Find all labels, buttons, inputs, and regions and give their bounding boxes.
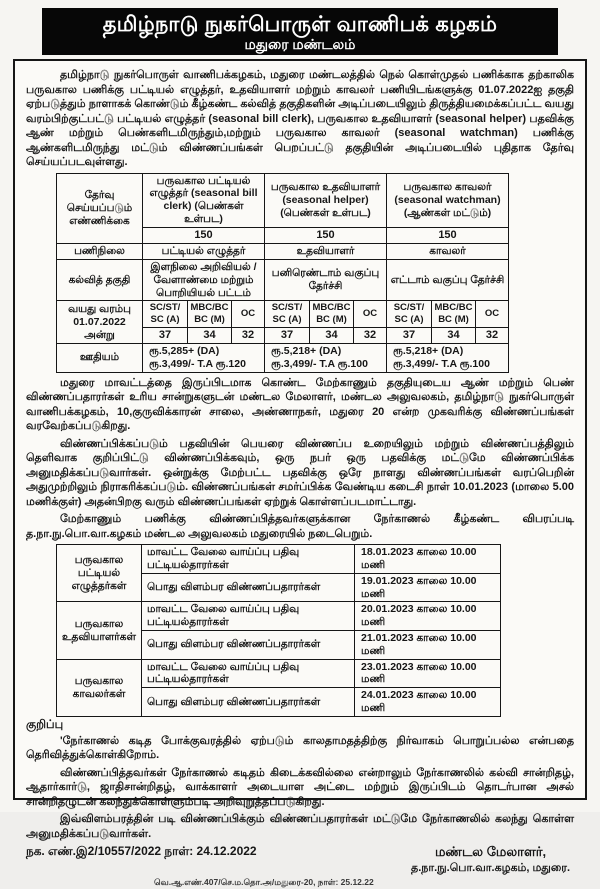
age-category-header: SC/ST/ SC (A) [143, 301, 188, 327]
row-label-qualification: கல்வித் தகுதி [57, 260, 143, 301]
applicant-type: பொது விளம்பர விண்ணப்பதாரர்கள் [142, 631, 355, 660]
applicant-type: மாவட்ட வேலை வாய்ப்பு பதிவு பட்டியல்தாரர்கள் [142, 602, 355, 631]
table-row [57, 173, 509, 227]
signatory-organization: த.நா.நு.பொ.வா.கழகம், மதுரை. [411, 862, 570, 875]
address-paragraph: மதுரை மாவட்டத்தை இருப்பிடமாக கொண்ட மேற்காணும் தகுதியுடைய ஆண் மற்றும் பெண் விண்ணப்பதாரர்கள் உரிய சான்றுகளுடன் மண்டல மேலாளர், மண்டல அலுவலகம், தமிழ்நாடு நுகர்பொருள் வாணிபக்கழகம், 10,குருவிக்காரன் சாலை, அண்ணாநகர், மதுரை 20 என்ற முகவரிக்கு விண்ணப்பங்கள் வரவேற்கப்படுகிறது. [26, 376, 574, 433]
age-category-header: MBC/BC BC (M) [432, 301, 476, 327]
age-value: 34 [432, 327, 476, 343]
position-bill-clerk: பட்டியல் எழுத்தர் [143, 244, 265, 260]
qualification-watchman: எட்டாம் வகுப்பு தேர்ச்சி [387, 260, 509, 301]
printer-line: வெ.ஆ.எண்.407/செ.ம.தொ.அ/மதுரை-20, நாள்: 25.12.22 [154, 877, 374, 888]
age-category-header: MBC/BC BC (M) [310, 301, 354, 327]
title-banner [42, 8, 558, 55]
row-label-salary: ஊதியம் [57, 343, 143, 372]
age-value: 37 [265, 327, 310, 343]
interview-datetime: 23.01.2023 காலை 10.00 மணி [355, 659, 501, 688]
age-category-header: SC/ST/ SC (A) [387, 301, 432, 327]
interview-datetime: 18.01.2023 காலை 10.00 மணி [355, 545, 501, 574]
organization-title: தமிழ்நாடு நுகர்பொருள் வாணிபக் கழகம் [102, 13, 498, 36]
salary-line: ரூ.3,499/- T.A ரூ.120 [149, 357, 246, 370]
age-value: 34 [310, 327, 354, 343]
schedule-group-helpers: பருவகால உதவியாளர்கள் [57, 602, 142, 659]
age-category-header: OC [354, 301, 387, 327]
table-row [57, 260, 509, 301]
signatory-title: மண்டல மேலாளர், [434, 844, 547, 860]
table-row [57, 659, 501, 688]
age-value: 37 [143, 327, 188, 343]
application-rules-paragraph: விண்ணப்பிக்கப்படும் பதவியின் பெயரை விண்ணப்ப உறையிலும் மற்றும் விண்ணப்பத்திலும் தெளிவாக குறிப்பிட்டு விண்ணப்பிக்கவும், ஒரு நபர் ஒரு பதவிக்கு மட்டுமே விண்ணப்பிக்க அனுமதிக்கப்படுவார்கள். ஒன்றுக்கு மேற்பட்ட பதவிக்கு ஒரே நாளது விண்ணப்பங்கள் வரப்பெறின் அதுமுற்றிலும் நிராகரிக்கப்படும். விண்ணப்பங்கள் சமர்ப்பிக்க வேண்டிய கடைசி நாள் 10.01.2023 (மாலை 5.00 மணிக்குள்) அதன்பிறகு வரும் விண்ணப்பங்கள் ஏற்றுக் கொள்ளப்படமாட்டாது. [26, 437, 574, 508]
note-heading: குறிப்பு [26, 718, 64, 731]
table-row [57, 244, 509, 260]
footer [26, 844, 574, 876]
vacancy-table [56, 173, 509, 373]
position-helper: உதவியாளர் [265, 244, 387, 260]
intro-paragraph: தமிழ்நாடு நுகர்பொருள் வாணிபக்கழகம், மதுரை மண்டலத்தில் நெல் கொள்முதல் பணிக்காக தற்காலிக பருவகால பணிக்கு பட்டியல் எழுத்தர், உதவியாளர் மற்றும் காவலர் பணியிடங்களுக்கு 01.07.2022ஐ தகுதி ஏற்படுத்தும் நாளாகக் கொண்டும் கீழ்கண்ட கல்வித் தகுதிகளின் அடிப்படையிலும் திருத்தியமைக்கப்பட்ட வயது வரம்பிற்குட்பட்டு பட்டியல் எழுத்தர் (seasonal bill clerk), பருவகால உதவியாளர் (seasonal helper) பதவிக்கு ஆண் மற்றும் பெண்களிடமிருந்தும்,மற்றும் பருவகால காவலர் (seasonal watchman) பணிக்கு ஆண்களிடமிருந்து மட்டும் விண்ணப்பங்கள் பெறப்பட்டு தகுதியின் அடிப்படையில் புதிதாக தேர்வு செய்யப்படவுள்ளது. [26, 69, 574, 169]
table-row [57, 343, 509, 372]
applicant-type: மாவட்ட வேலை வாய்ப்பு பதிவு பட்டியல்தாரர்கள் [142, 545, 355, 574]
age-value: 37 [387, 327, 432, 343]
interview-schedule-table [56, 544, 501, 717]
table-row [57, 545, 501, 574]
row-label-age-limit: வயது வரம்பு 01.07.2022 அன்று [57, 301, 143, 344]
age-value: 34 [188, 327, 232, 343]
age-value: 32 [476, 327, 509, 343]
row-label-selection-count: தேர்வு செய்யப்படும் எண்ணிக்கை [57, 173, 143, 244]
salary-watchman [387, 343, 509, 372]
salary-line: ரூ.3,499/- T.A ரூ.100 [393, 357, 490, 370]
applicant-type: பொது விளம்பர விண்ணப்பதாரர்கள் [142, 688, 355, 717]
qualification-helper: பனிரெண்டாம் வகுப்பு தேர்ச்சி [265, 260, 387, 301]
table-row [57, 301, 509, 327]
signature-block [411, 844, 570, 876]
age-category-header: OC [476, 301, 509, 327]
qualification-bill-clerk: இளநிலை அறிவியல் / வேளாண்மை மற்றும் பொறியியல் பட்டம் [143, 260, 265, 301]
age-category-header: MBC/BC BC (M) [188, 301, 232, 327]
interview-datetime: 24.01.2023 காலை 10.00 மணி [355, 688, 501, 717]
interview-datetime: 21.01.2023 காலை 10.00 மணி [355, 631, 501, 660]
interview-intro-paragraph: மேற்காணும் பணிக்கு விண்ணப்பித்தவர்களுக்கான நேர்காணல் கீழ்கண்ட விபரப்படி த.நா.நு.பொ.வா.கழகம் மண்டல அலுவலகம் மதுரையில் நடைபெறும். [26, 513, 574, 540]
age-value: 32 [232, 327, 265, 343]
count-bill-clerk: 150 [143, 227, 265, 243]
note-paragraph-2: விண்ணப்பித்தவர்கள் நேர்காணல் கடிதம் கிடைக்கவில்லை என்றாலும் நேர்காணலில் கல்வி சான்றிதழ், ஆதார்கார்டு, ஜாதிசான்றிதழ், வாக்காளர் அடையாள அட்டை மற்றும் இருப்பிடம் தொடர்பான அசல் சான்றிதழுடன் கலந்துக்கொள்ளும்படி அறிவுறுத்தப்படுகிறது. [26, 766, 574, 808]
count-watchman: 150 [387, 227, 509, 243]
count-helper: 150 [265, 227, 387, 243]
salary-bill-clerk [143, 343, 265, 372]
salary-line: ரூ.3,499/- T.A ரூ.100 [271, 357, 368, 370]
salary-line: ரூ.5,218+ (DA) [271, 344, 342, 357]
age-value: 32 [354, 327, 387, 343]
salary-line: ரூ.5,218+ (DA) [393, 344, 464, 357]
position-watchman: காவலர் [387, 244, 509, 260]
notice-body [13, 59, 587, 888]
table-row [57, 602, 501, 631]
note-paragraph-1: 'நேர்காணல் கடித போக்குவரத்தில் ஏற்படும் காலதாமதத்திற்கு நிர்வாகம் பொறுப்பல்ல என்பதை தெரிவித்துக்கொள்கிறோம். [26, 734, 574, 762]
region-subtitle: மதுரை மண்டலம் [244, 36, 356, 53]
reference-number: நக. எண்.இ2/10557/2022 நாள்: 24.12.2022 [26, 844, 257, 859]
schedule-group-bill-clerks: பருவகால பட்டியல் எழுத்தர்கள் [57, 545, 142, 602]
age-category-header: OC [232, 301, 265, 327]
age-category-header: SC/ST/ SC (A) [265, 301, 310, 327]
interview-datetime: 20.01.2023 காலை 10.00 மணி [355, 602, 501, 631]
post-name-watchman: பருவகால காவலர் (seasonal watchman) (ஆண்கள் மட்டும்) [387, 173, 509, 227]
applicant-type: பொது விளம்பர விண்ணப்பதாரர்கள் [142, 573, 355, 602]
salary-line: ரூ.5,285+ (DA) [149, 344, 220, 357]
post-name-helper: பருவகால உதவியாளர் (seasonal helper) (பெண்கள் உள்பட) [265, 173, 387, 227]
interview-datetime: 19.01.2023 காலை 10.00 மணி [355, 573, 501, 602]
post-name-bill-clerk: பருவகால பட்டியல் எழுத்தர் (seasonal bill clerk) (பெண்கள் உள்பட) [143, 173, 265, 227]
schedule-group-watchmen: பருவகால காவலர்கள் [57, 659, 142, 716]
applicant-type: மாவட்ட வேலை வாய்ப்பு பதிவு பட்டியல்தாரர்கள் [142, 659, 355, 688]
row-label-position: பணிநிலை [57, 244, 143, 260]
salary-helper [265, 343, 387, 372]
note-paragraph-3: இவ்விளம்பரத்தின் படி விண்ணப்பிக்கும் விண்ணப்பதாரர்கள் மட்டுமே நேர்காணலில் கலந்து கொள்ள அனுமதிக்கப்படுவார்கள். [26, 813, 574, 840]
